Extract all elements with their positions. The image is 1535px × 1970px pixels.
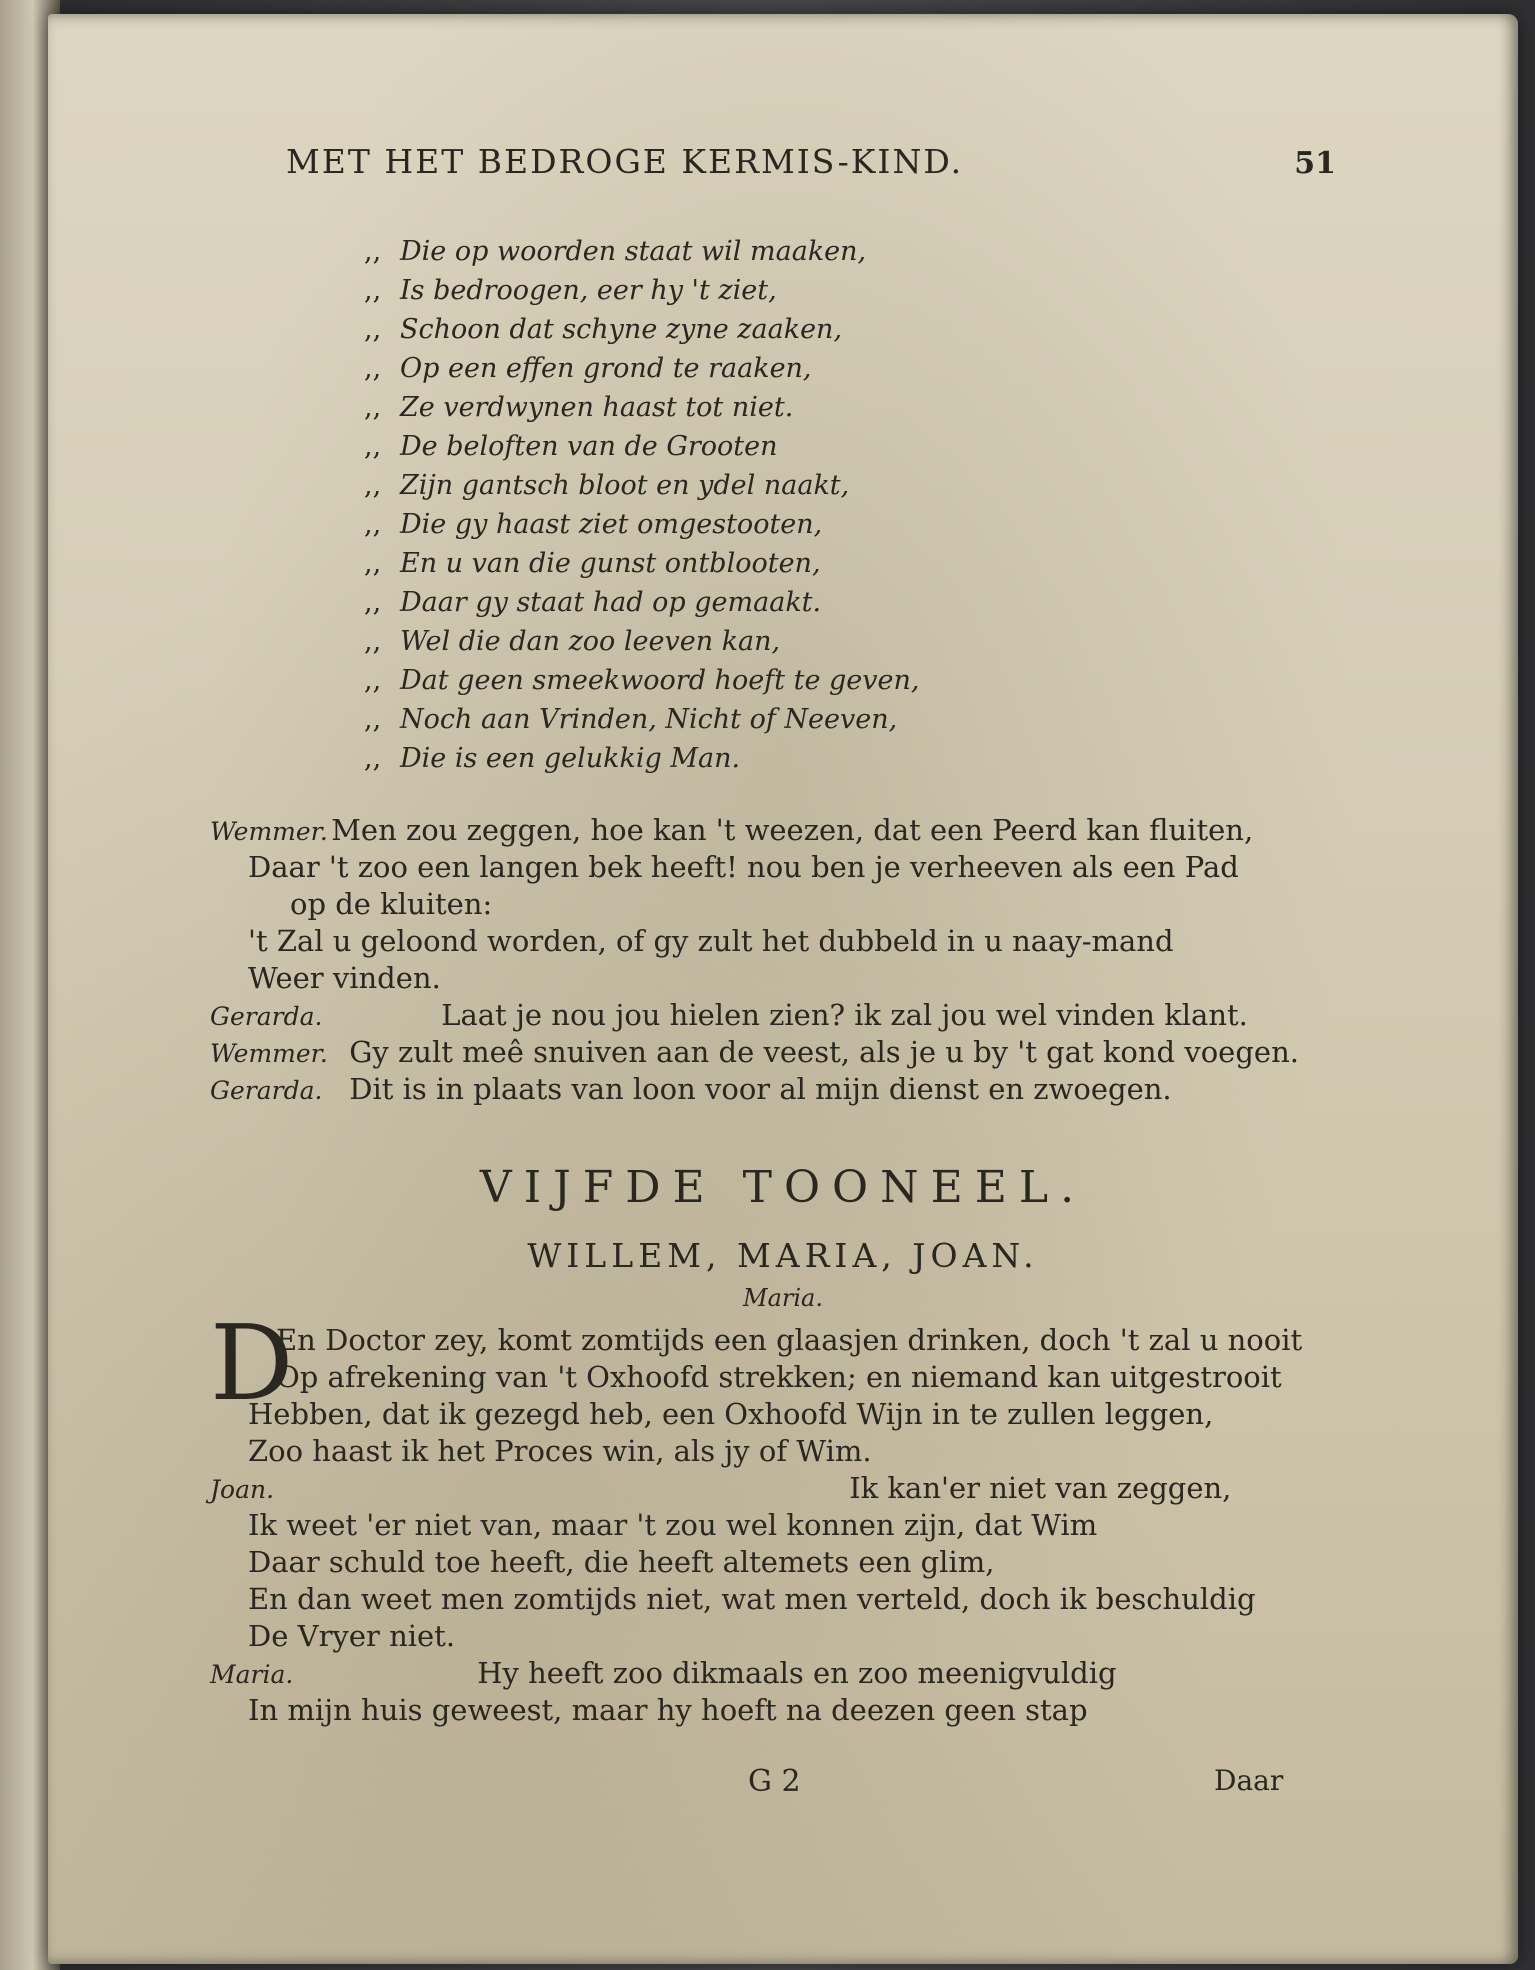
verse-text: Op een effen grond te raaken, [400, 353, 812, 384]
dialogue-text: Op afrekening van 't Oxhoofd strekken; en niemand kan uitgestrooit [276, 1360, 1282, 1394]
dialogue-text: 't Zal u geloond worden, of gy zult het dubbeld in u naay-mand [248, 924, 1174, 958]
dialogue-line [210, 1507, 1280, 1544]
verse-text: Dat geen smeekwoord hoeft te geven, [400, 665, 920, 696]
verse-text: En u van die gunst ontblooten, [400, 548, 821, 579]
speaker-name: Maria. [210, 1660, 294, 1689]
dialogue-line [210, 1655, 1280, 1692]
dialogue-line [210, 1692, 1280, 1729]
dialogue-line [210, 886, 1280, 923]
dialogue-line [210, 1470, 1280, 1507]
verse-quote: ,, [364, 470, 382, 501]
dialogue-line [210, 849, 1280, 886]
printer-signature: G 2 [748, 1764, 801, 1799]
dialogue-block-1 [210, 812, 1299, 1108]
verse-text: Die op woorden staat wil maaken, [400, 236, 867, 267]
verse-line [364, 622, 920, 661]
verse-quote: ,, [364, 314, 382, 345]
verse-text: Die is een gelukkig Man. [400, 743, 741, 774]
verse-text: Is bedroogen, eer hy 't ziet, [400, 275, 777, 306]
speaker-name: Joan. [210, 1475, 275, 1504]
verse-quote: ,, [364, 743, 382, 774]
dialogue-line [210, 960, 1280, 997]
dialogue-text: En Doctor zey, komt zomtijds een glaasjen drinken, doch 't zal u nooit [276, 1323, 1303, 1357]
dialogue-text: op de kluiten: [290, 887, 493, 921]
page-number: 51 [1294, 146, 1336, 181]
verse-line [364, 544, 920, 583]
verse-text: Ze verdwynen haast tot niet. [400, 392, 794, 423]
speaker-name: Gerarda. [210, 1002, 323, 1031]
verse-quote: ,, [364, 665, 382, 696]
dialogue-line [210, 1433, 1280, 1470]
running-title: MET HET BEDROGE KERMIS-KIND. [286, 142, 964, 181]
dialogue-line [210, 1071, 1280, 1108]
dialogue-text: Hy heeft zoo dikmaals en zoo meenigvuldig [477, 1656, 1117, 1690]
dialogue-line [210, 812, 1280, 849]
verse-line [364, 310, 920, 349]
verse-line [364, 466, 920, 505]
verse-quote: ,, [364, 353, 382, 384]
dialogue-text: Daar schuld toe heeft, die heeft altemets een glim, [248, 1545, 995, 1579]
dialogue-text: Laat je nou jou hielen zien? ik zal jou wel vinden klant. [441, 998, 1248, 1032]
dialogue-line [210, 1034, 1299, 1071]
verse-text: Zijn gantsch bloot en ydel naakt, [400, 470, 850, 501]
verse-quote: ,, [364, 275, 382, 306]
scene-cast: WILLEM, MARIA, JOAN. [527, 1236, 1039, 1275]
verse-quote: ,, [364, 548, 382, 579]
verse-text: Daar gy staat had op gemaakt. [400, 587, 822, 618]
verse-line [364, 232, 920, 271]
speaker-name: Wemmer. [210, 1039, 328, 1068]
verse-line [364, 505, 920, 544]
dialogue-line [210, 1544, 1280, 1581]
verse-line [364, 700, 920, 739]
verse-line [364, 388, 920, 427]
dialogue-text: Daar 't zoo een langen bek heeft! nou ben je verheeven als een Pad [248, 850, 1239, 884]
dialogue-text: Zoo haast ik het Proces win, als jy of Wim. [248, 1434, 872, 1468]
verse-quote: ,, [364, 704, 382, 735]
dialogue-text: En dan weet men zomtijds niet, wat men verteld, doch ik beschuldig [248, 1582, 1256, 1616]
verse-quote: ,, [364, 236, 382, 267]
verse-text: Noch aan Vrinden, Nicht of Neeven, [400, 704, 898, 735]
scene-title: VIJFDE TOONEEL. [479, 1162, 1087, 1213]
dialogue-line [276, 1322, 1303, 1359]
dialogue-line [210, 1396, 1280, 1433]
dialogue-text: Gy zult meê snuiven aan de veest, als je u by 't gat kond voegen. [349, 1035, 1299, 1069]
dialogue-text: Dit is in plaats van loon voor al mijn dienst en zwoegen. [349, 1072, 1172, 1106]
verse-line [364, 583, 920, 622]
verse-line [364, 349, 920, 388]
verse-line [364, 661, 920, 700]
dialogue-text: De Vryer niet. [248, 1619, 456, 1653]
catchword: Daar [1214, 1764, 1284, 1797]
verse-line [364, 427, 920, 466]
verse-quote: ,, [364, 509, 382, 540]
dialogue-block-2 [210, 1396, 1280, 1729]
dialogue-text: Weer vinden. [248, 961, 441, 995]
scene-first-speaker: Maria. [743, 1284, 823, 1312]
speaker-name: Gerarda. [210, 1076, 323, 1105]
speaker-name: Wemmer. [210, 817, 328, 846]
verse-text: Schoon dat schyne zyne zaaken, [400, 314, 843, 345]
verse-text: De beloften van de Grooten [400, 431, 778, 462]
verse-line [364, 271, 920, 310]
drop-capital: D [210, 1302, 294, 1424]
verse-line [364, 739, 920, 778]
dialogue-text: Ik kan'er niet van zeggen, [849, 1471, 1232, 1505]
dialogue-line [210, 1618, 1280, 1655]
song-verse [364, 232, 920, 778]
dialogue-line [276, 1359, 1282, 1396]
verse-quote: ,, [364, 587, 382, 618]
running-head [286, 142, 1336, 181]
book-page [48, 14, 1518, 1964]
dialogue-text: In mijn huis geweest, maar hy hoeft na deezen geen stap [248, 1693, 1088, 1727]
dialogue-text: Men zou zeggen, hoe kan 't weezen, dat een Peerd kan fluiten, [331, 813, 1254, 847]
verse-text: Die gy haast ziet omgestooten, [400, 509, 823, 540]
verse-quote: ,, [364, 626, 382, 657]
verse-quote: ,, [364, 431, 382, 462]
dialogue-line [210, 1581, 1280, 1618]
verse-text: Wel die dan zoo leeven kan, [400, 626, 781, 657]
dialogue-text: Hebben, dat ik gezegd heb, een Oxhoofd Wijn in te zullen leggen, [248, 1397, 1214, 1431]
dialogue-block-2-dropcap [276, 1322, 1303, 1396]
dialogue-line [210, 923, 1280, 960]
verse-quote: ,, [364, 392, 382, 423]
dialogue-text: Ik weet 'er niet van, maar 't zou wel konnen zijn, dat Wim [248, 1508, 1098, 1542]
dialogue-line [210, 997, 1280, 1034]
